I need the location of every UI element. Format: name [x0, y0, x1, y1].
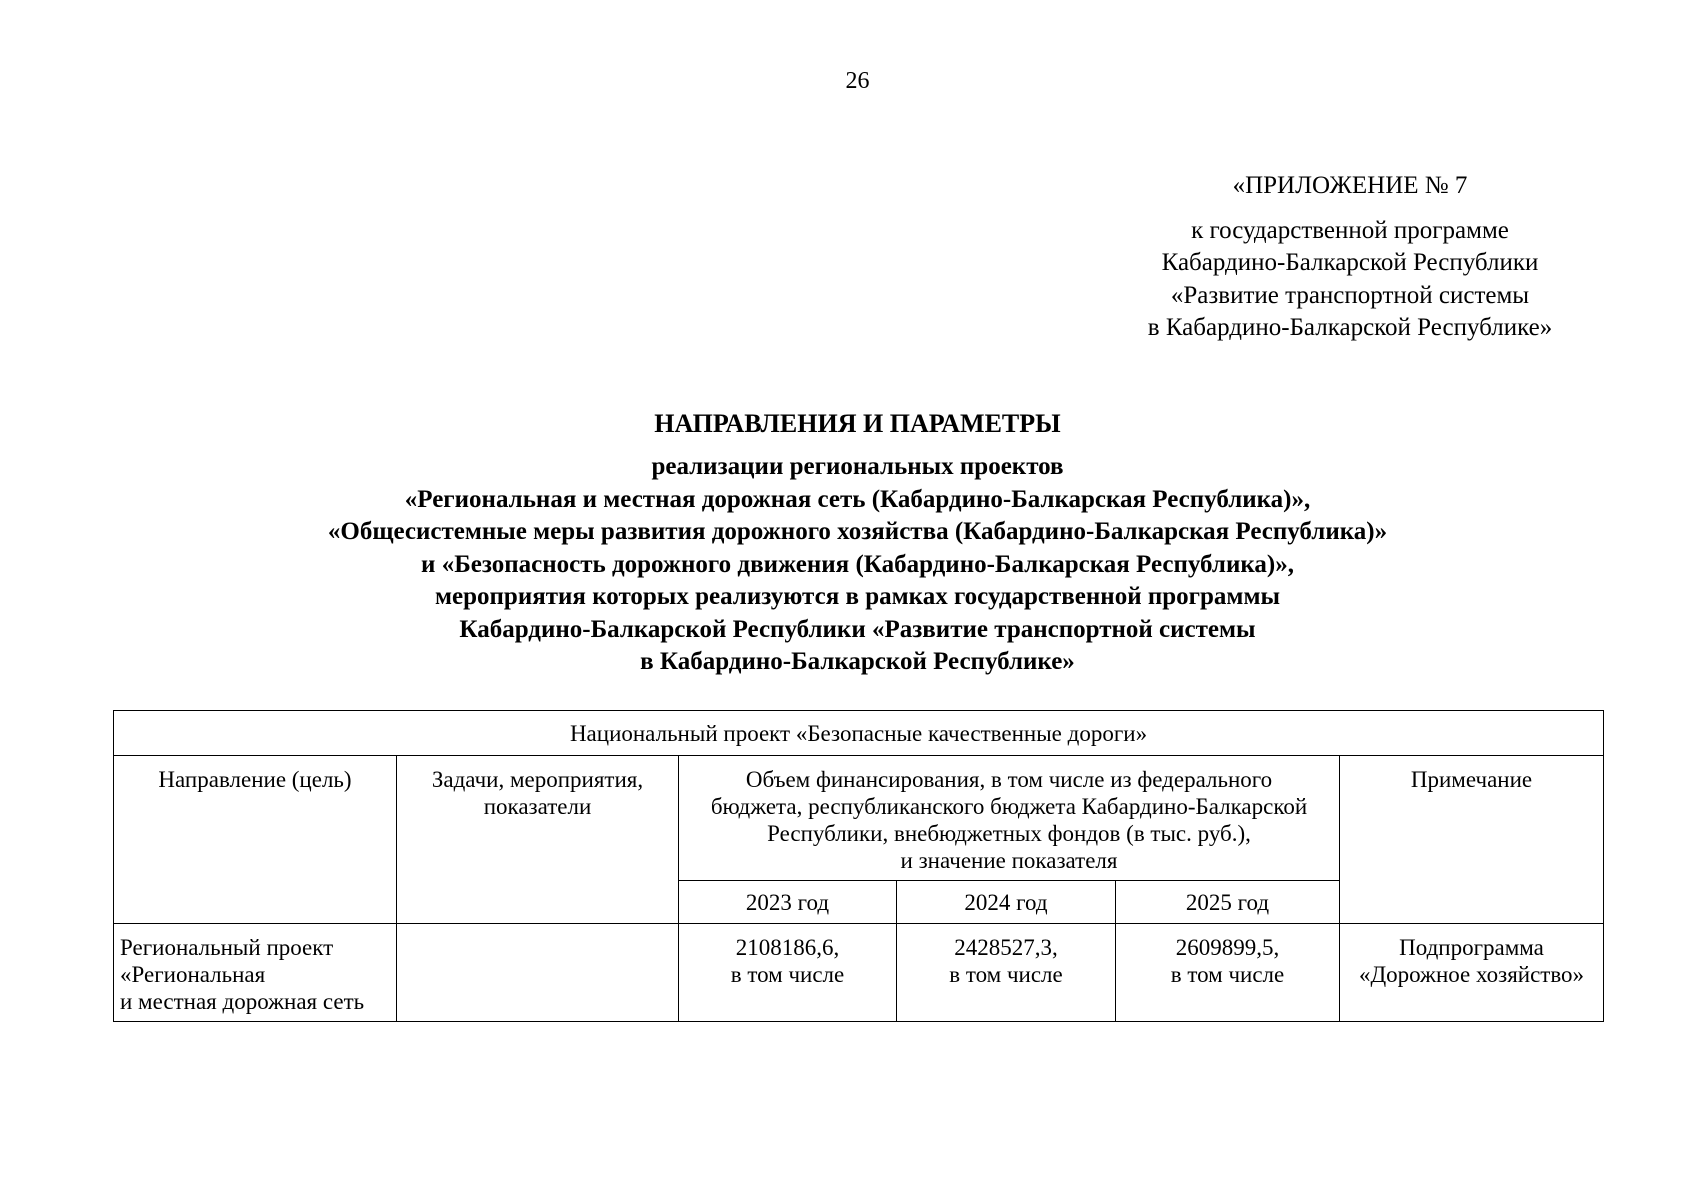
value-amount: 2609899,5,	[1175, 935, 1280, 960]
value-cell-2024	[897, 924, 1116, 1022]
value-qualifier: в том числе	[730, 962, 845, 987]
direction-line: и местная дорожная сеть	[120, 989, 365, 1014]
parameters-table	[113, 710, 1604, 1022]
direction-line: Региональный проект	[120, 935, 334, 960]
note-cell	[1340, 924, 1604, 1022]
header-tasks	[397, 756, 679, 924]
table-header-row	[114, 756, 1604, 881]
value-cell-2025	[1116, 924, 1340, 1022]
note-line: Подпрограмма	[1399, 935, 1544, 960]
header-tasks-line: показатели	[483, 794, 592, 819]
value-qualifier: в том числе	[949, 962, 1063, 987]
header-financing-line: Объем финансирования, в том числе из федерального	[745, 767, 1273, 792]
value-amount: 2108186,6,	[735, 935, 840, 960]
header-financing-line: и значение показателя	[900, 848, 1118, 873]
value-qualifier: в том числе	[1170, 962, 1285, 987]
subtitle-line: мероприятия которых реализуются в рамках государственной программы	[434, 583, 1280, 610]
appendix-block	[1100, 170, 1600, 345]
header-financing-line: бюджета, республиканского бюджета Кабардино-Балкарской	[710, 794, 1308, 819]
appendix-line: «Развитие транспортной системы	[1170, 281, 1530, 309]
header-note: Примечание	[1340, 756, 1604, 924]
header-year-2023: 2023 год	[679, 881, 897, 924]
header-year-2024: 2024 год	[897, 881, 1116, 924]
header-year-2025: 2025 год	[1116, 881, 1340, 924]
appendix-line: в Кабардино-Балкарской Республике»	[1147, 314, 1553, 341]
subtitle-line: реализации региональных проектов	[651, 453, 1064, 480]
direction-cell	[114, 924, 397, 1022]
header-financing	[679, 756, 1340, 881]
subtitle-line: «Региональная и местная дорожная сеть (Кабардино-Балкарская Республика)»,	[404, 485, 1311, 513]
tasks-cell	[397, 924, 679, 1022]
value-amount: 2428527,3,	[954, 935, 1058, 960]
national-project-cell: Национальный проект «Безопасные качественные дороги»	[114, 711, 1604, 756]
table-row	[114, 924, 1604, 1022]
appendix-title: «ПРИЛОЖЕНИЕ № 7	[1232, 172, 1468, 199]
document-title: НАПРАВЛЕНИЯ И ПАРАМЕТРЫ	[654, 409, 1061, 438]
national-project-row	[114, 711, 1604, 756]
appendix-line: Кабардино-Балкарской Республики	[1161, 249, 1539, 276]
subtitle-line: Кабардино-Балкарской Республики «Развитие транспортной системы	[459, 615, 1256, 643]
page-number: 26	[845, 68, 870, 94]
appendix-line: к государственной программе	[1191, 216, 1509, 244]
document-heading	[0, 407, 1697, 679]
subtitle-line: и «Безопасность дорожного движения (Кабардино-Балкарская Республика)»,	[421, 550, 1294, 578]
direction-line: «Региональная	[120, 962, 266, 987]
value-cell-2023	[679, 924, 897, 1022]
subtitle-line: «Общесистемные меры развития дорожного хозяйства (Кабардино-Балкарская Республика)»	[327, 518, 1388, 545]
header-tasks-line: Задачи, мероприятия,	[431, 767, 644, 792]
subtitle-line: в Кабардино-Балкарской Республике»	[640, 648, 1075, 675]
note-line: «Дорожное хозяйство»	[1358, 962, 1585, 987]
header-direction: Направление (цель)	[114, 756, 397, 924]
header-financing-line: Республики, внебюджетных фондов (в тыс. руб.),	[767, 821, 1251, 846]
